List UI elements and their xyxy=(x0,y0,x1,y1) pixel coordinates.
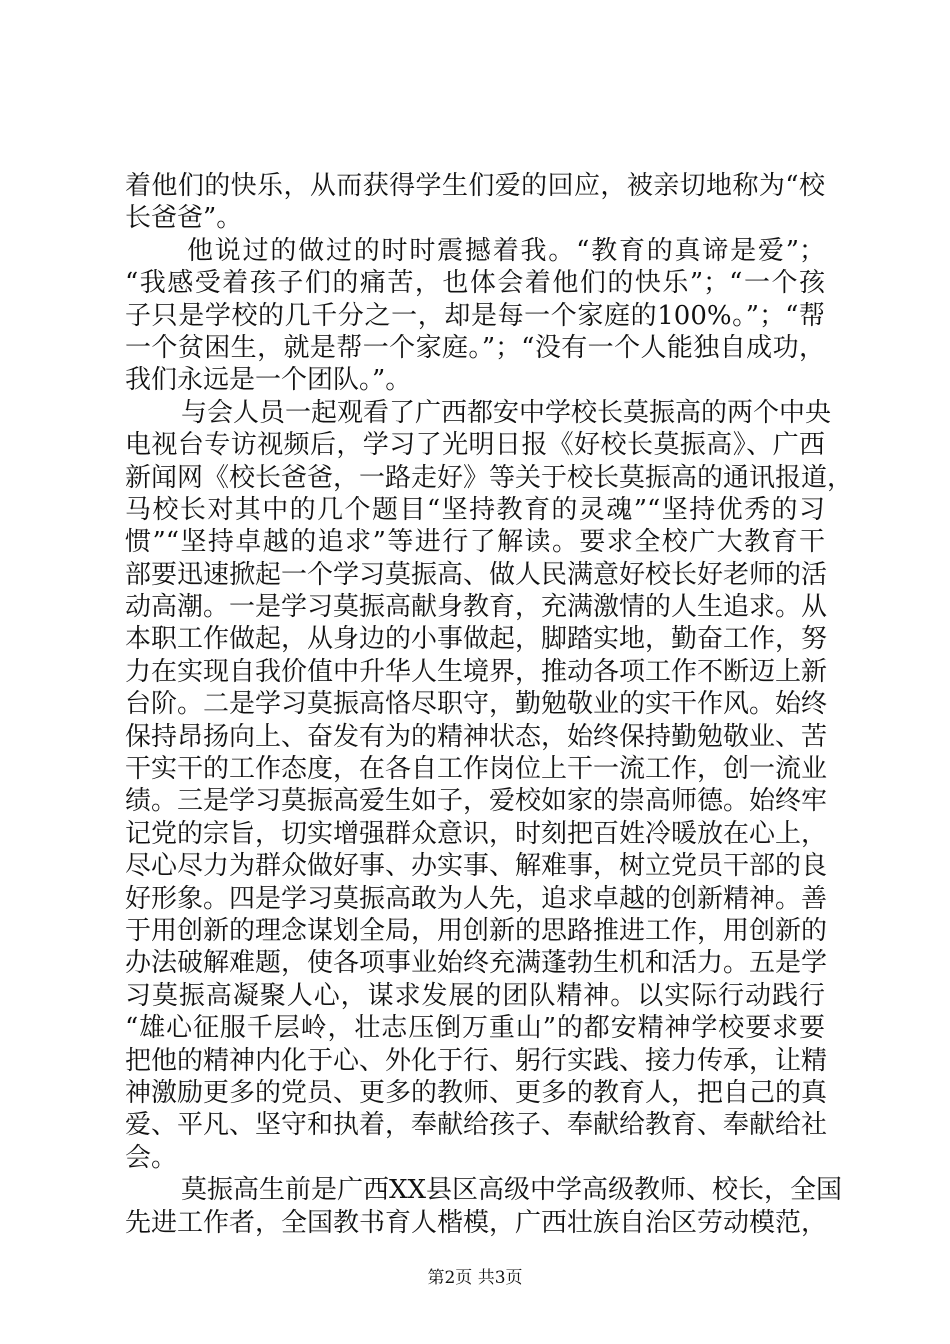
page-number: 第2页 共3页 xyxy=(427,1268,523,1288)
text-line: 他说过的做过的时时震撼着我。“教育的真谛是爱”； xyxy=(187,235,825,266)
text-line: 力在实现自我价值中升华人生境界，推动各项工作不断迈上新 xyxy=(125,656,828,687)
text-line: 动高潮。一是学习莫振高献身教育，充满激情的人生追求。从 xyxy=(125,592,828,623)
text-line: 本职工作做起，从身边的小事做起，脚踏实地，勤奋工作，努 xyxy=(125,624,828,655)
text-line: 神激励更多的党员、更多的教师、更多的教育人，把自己的真 xyxy=(125,1077,828,1108)
text-line: 新闻网《校长爸爸，一路走好》等关于校长莫振高的通讯报道， xyxy=(125,462,854,493)
text-line: 干实干的工作态度，在各自工作岗位上干一流工作，创一流业 xyxy=(125,754,828,785)
text-line: 一个贫困生，就是帮一个家庭。”；“没有一个人能独自成功， xyxy=(125,332,825,363)
text-line: 子只是学校的几千分之一，却是每一个家庭的100%。”；“帮 xyxy=(125,300,825,331)
text-line: 办法破解难题，使各项事业始终充满蓬勃生机和活力。五是学 xyxy=(125,948,828,979)
text-line: 电视台专访视频后，学习了光明日报《好校长莫振高》、广西 xyxy=(125,430,825,461)
text-line: 尽心尽力为群众做好事、办实事、解难事，树立党员干部的良 xyxy=(125,851,828,882)
text-line: 马校长对其中的几个题目“坚持教育的灵魂”“坚持优秀的习 xyxy=(125,494,825,525)
text-line: 我们永远是一个团队。”。 xyxy=(125,365,412,396)
text-line: 台阶。二是学习莫振高恪尽职守，勤勉敬业的实干作风。始终 xyxy=(125,689,828,720)
text-line: 绩。三是学习莫振高爱生如子，爱校如家的崇高师德。始终牢 xyxy=(125,786,828,817)
page-footer xyxy=(0,1266,950,1290)
text-line: 把他的精神内化于心、外化于行、躬行实践、接力传承，让精 xyxy=(125,1045,828,1076)
text-line: 莫振高生前是广西XX县区高级中学高级教师、校长，全国 xyxy=(181,1175,843,1206)
text-line: 与会人员一起观看了广西都安中学校长莫振高的两个中央 xyxy=(181,397,832,428)
text-line: 记党的宗旨，切实增强群众意识，时刻把百姓冷暖放在心上， xyxy=(125,818,828,849)
text-line: 部要迅速掀起一个学习莫振高、做人民满意好校长好老师的活 xyxy=(125,559,828,590)
text-line: 惯”“坚持卓越的追求”等进行了解读。要求全校广大教育干 xyxy=(125,527,825,558)
text-line: 爱、平凡、坚守和执着，奉献给孩子、奉献给教育、奉献给社 xyxy=(125,1110,828,1141)
text-line: 长爸爸”。 xyxy=(125,203,243,234)
text-line: 会。 xyxy=(125,1142,178,1173)
text-line: “雄心征服千层岭，壮志压倒万重山”的都安精神学校要求要 xyxy=(125,1013,825,1044)
text-line: 保持昂扬向上、奋发有为的精神状态，始终保持勤勉敬业、苦 xyxy=(125,721,828,752)
text-line: 好形象。四是学习莫振高敢为人先，追求卓越的创新精神。善 xyxy=(125,883,828,914)
text-line: 着他们的快乐，从而获得学生们爱的回应，被亲切地称为“校 xyxy=(125,171,825,201)
text-line: “我感受着孩子们的痛苦，也体会着他们的快乐”；“一个孩 xyxy=(125,268,825,299)
text-line: 习莫振高凝聚人心，谋求发展的团队精神。以实际行动践行 xyxy=(125,980,825,1011)
text-line: 于用创新的理念谋划全局，用创新的思路推进工作，用创新的 xyxy=(125,915,828,946)
text-line: 先进工作者，全国教书育人楷模，广西壮族自治区劳动模范， xyxy=(125,1207,828,1238)
document-body xyxy=(125,170,854,1239)
